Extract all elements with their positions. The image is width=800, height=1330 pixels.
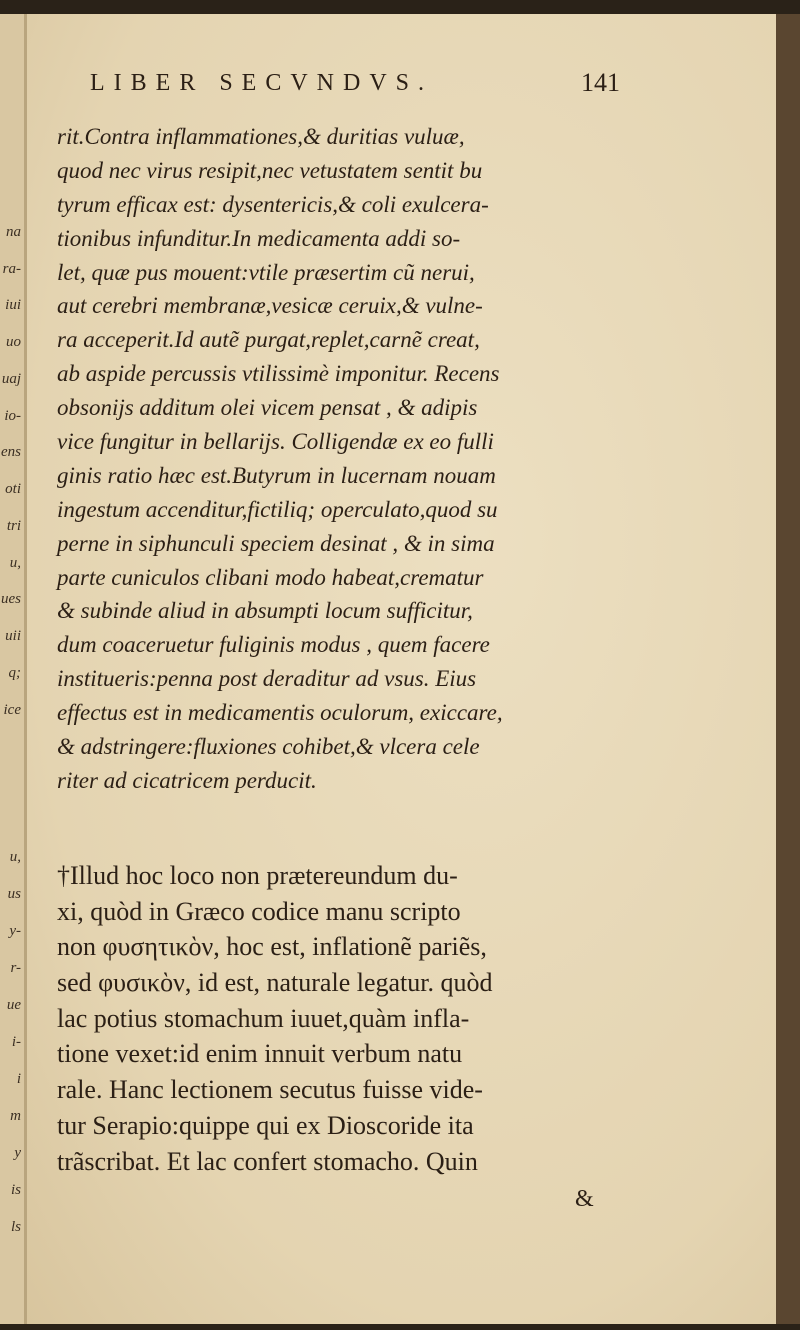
text-line: institueris:penna post deraditur ad vsus. Eius bbox=[57, 666, 477, 692]
text-line: obsonijs additum olei vicem pensat , & adipis bbox=[57, 395, 478, 421]
text-line: ingestum accenditur,fictiliq; operculato,quod su bbox=[57, 496, 498, 522]
previous-page-fragment: ra- bbox=[2, 261, 21, 277]
previous-page-fragment: na bbox=[6, 224, 21, 240]
previous-page-fragment: ue bbox=[6, 997, 21, 1013]
text-line: effectus est in medicamentis oculorum, exiccare, bbox=[57, 700, 503, 726]
text-line: & adstringere:fluxiones cohibet,& vlcera cele bbox=[57, 734, 480, 760]
text-line: rit.Contra inflammationes,& duritias vuluæ, bbox=[57, 124, 465, 149]
text-line: perne in siphunculi speciem desinat , & in sima bbox=[57, 530, 495, 556]
text-line: parte cuniculos clibani modo habeat,crematur bbox=[57, 564, 484, 590]
previous-page-fragment: u, bbox=[9, 849, 21, 865]
text-line: dum coaceruetur fuliginis modus , quem facere bbox=[57, 632, 490, 658]
previous-page-fragment: y bbox=[14, 1145, 21, 1161]
previous-page-fragment: ues bbox=[1, 591, 21, 607]
text-line: let, quæ pus mouent:vtile præsertim cũ nerui, bbox=[57, 259, 475, 285]
previous-page-fragment: io- bbox=[4, 408, 21, 424]
previous-page-fragment: tri bbox=[6, 518, 21, 534]
catchword: & bbox=[575, 1186, 594, 1212]
previous-page-fragment: u, bbox=[9, 555, 21, 571]
previous-page-fragment: ice bbox=[3, 702, 21, 718]
page-header bbox=[90, 70, 620, 110]
previous-page-fragment: uaj bbox=[1, 371, 21, 387]
text-line: non φυσητικὸν, hoc est, inflationẽ pariẽs, bbox=[57, 932, 487, 962]
previous-page-edge bbox=[0, 14, 26, 1324]
text-line: †Illud hoc loco non prætereundum du- bbox=[57, 861, 458, 890]
previous-page-fragment: i- bbox=[11, 1034, 21, 1050]
roman-text-block bbox=[57, 858, 632, 1179]
text-line: riter ad cicatricem perducit. bbox=[57, 767, 317, 793]
text-line: tur Serapio:quippe qui ex Dioscoride ita bbox=[57, 1110, 474, 1140]
text-line: tione vexet:id enim innuit verbum natu bbox=[57, 1039, 463, 1069]
previous-page-fragment: i bbox=[16, 1071, 21, 1087]
text-line: vice fungitur in bellarijs. Colligendæ ex eo fulli bbox=[57, 429, 494, 455]
text-line: trãscribat. Et lac confert stomacho. Quin bbox=[57, 1146, 478, 1176]
text-line: aut cerebri membranæ,vesicæ ceruix,& vulne- bbox=[57, 293, 483, 319]
text-line: xi, quòd in Græco codice manu scripto bbox=[57, 896, 461, 926]
previous-page-fragment: q; bbox=[8, 665, 21, 681]
text-line: ra acceperit.Id autẽ purgat,replet,carnẽ creat, bbox=[57, 327, 480, 353]
text-line: & subinde aliud in absumpti locum sufficitur, bbox=[57, 598, 473, 624]
previous-page-fragment: uii bbox=[5, 628, 21, 644]
book-edge bbox=[776, 14, 800, 1324]
previous-page-fragment: y- bbox=[9, 923, 21, 939]
previous-page-fragment: ens bbox=[1, 444, 21, 460]
previous-page-fragment: ls bbox=[10, 1219, 21, 1235]
text-line: tyrum efficax est: dysentericis,& coli exulcera- bbox=[57, 191, 489, 217]
page-number: 141 bbox=[581, 68, 620, 97]
previous-page-fragment: m bbox=[10, 1108, 21, 1124]
running-title: LIBER SECVNDVS. bbox=[90, 70, 434, 96]
text-line: sed φυσικὸν, id est, naturale legatur. quòd bbox=[57, 968, 493, 998]
previous-page-fragment: iui bbox=[5, 297, 21, 313]
text-line: tionibus infunditur.In medicamenta addi so- bbox=[57, 225, 461, 251]
previous-page-fragment: r- bbox=[10, 960, 21, 976]
previous-page-fragment: oti bbox=[5, 481, 21, 497]
text-line: rale. Hanc lectionem secutus fuisse vide- bbox=[57, 1075, 483, 1105]
text-line: ab aspide percussis vtilissimè imponitur. Recens bbox=[57, 361, 500, 387]
previous-page-fragment: uo bbox=[6, 334, 21, 350]
text-line: quod nec virus resipit,nec vetustatem sentit bu bbox=[57, 157, 483, 183]
text-line: lac potius stomachum iuuet,quàm infla- bbox=[57, 1003, 470, 1033]
italic-text-block bbox=[57, 120, 632, 798]
previous-page-fragment: is bbox=[10, 1182, 21, 1198]
text-line: ginis ratio hæc est.Butyrum in lucernam nouam bbox=[57, 462, 496, 488]
previous-page-fragment: us bbox=[7, 886, 21, 902]
